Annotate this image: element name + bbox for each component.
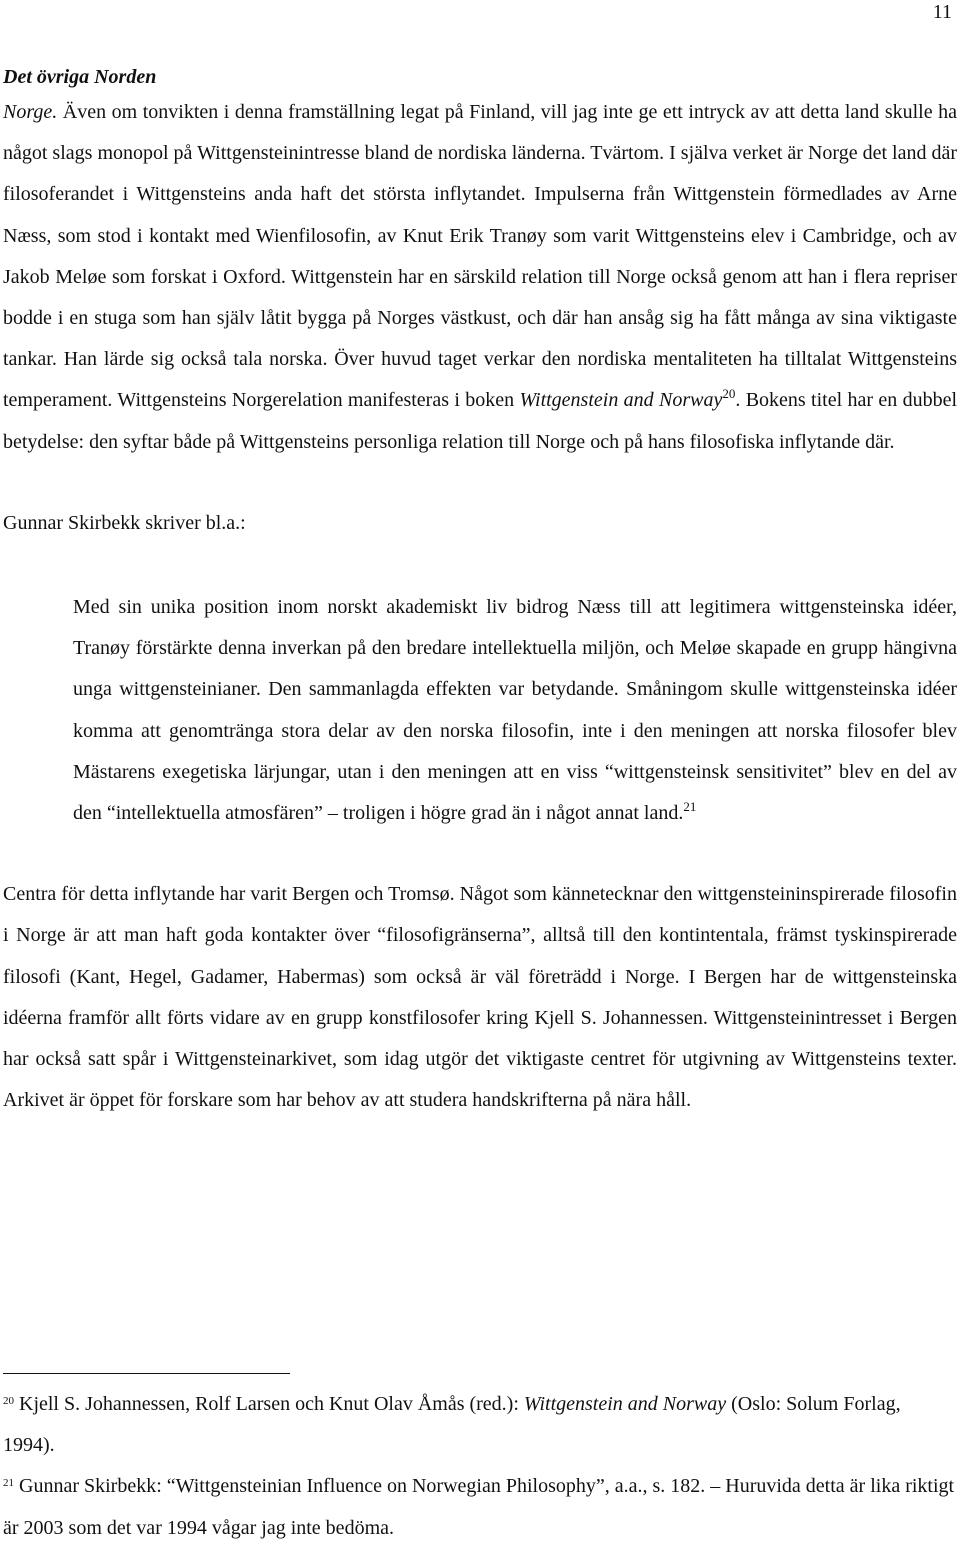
paragraph-text-end: . Bokens titel har en dubbel betydelse: den syftar både på Wittgensteins personliga relation till Norge och på hans filosofiska inflytande där. [3,389,958,453]
footnote-divider [3,1373,290,1374]
footnote-text: Gunnar Skirbekk: “Wittgensteinian Influence on Norwegian Philosophy”, a.a., s. 182. – Huruvida detta är lika riktigt är 2003 som det var 1994 vågar jag inte bedöma. [3,1475,955,1539]
footnotes [3,1384,957,1549]
section-heading: Det övriga Norden [3,66,157,88]
footnote-ref-20[interactable]: 20 [722,386,736,402]
footnote-number: 20 [3,1395,14,1407]
block-quote-text: Med sin unika position inom norskt akademiskt liv bidrog Næss till att legitimera wittgensteinska idéer, Tranøy förstärkte denna inverkan på den bredare intellektuella miljön, och Meløe skapade en grupp hängivna unga wittgensteinianer. Den sammanlagda effekten var betydande. Småningom skulle wittgensteinska idéer komma att genomtränga stora delar av den norska filosofin, inte i den meningen att norska filosofer blev Mästarens exegetiska lärjungar, utan i den meningen att en viss “wittgensteinsk sensitivitet” blev en del av den “intellektuella atmosfären” – troligen i högre grad än i något annat land. [73,596,957,825]
page-number: 11 [932,1,952,23]
footnote-text-end: (Oslo: Solum Forlag, 1994). [3,1393,901,1457]
block-quote [73,587,957,834]
footnote-number: 21 [3,1477,14,1490]
footnote-20 [3,1384,957,1466]
footnote-21 [3,1466,957,1548]
book-title: Wittgenstein and Norway [519,389,723,412]
paragraph-norge [3,92,957,463]
paragraph-lead: Norge. [3,101,58,123]
footnote-text: Kjell S. Johannessen, Rolf Larsen och Knut Olav Åmås (red.): [14,1393,524,1415]
quote-intro: Gunnar Skirbekk skriver bl.a.: [3,511,246,534]
document-body [3,62,957,1121]
footnote-title: Wittgenstein and Norway [523,1393,727,1415]
paragraph-centra: Centra för detta inflytande har varit Bergen och Tromsø. Något som kännetecknar den wittgensteininspirerade filosofin i Norge är att man haft goda kontakter över “filosofigränserna”, alltså till den kontintentala, främst tyskinspirerade filosofi (Kant, Hegel, Gadamer, Habermas) som också är väl företrädd i Norge. I Bergen har de wittgensteinska idéerna framför allt förts vidare av en grupp konstfilosofer kring Kjell S. Johannessen. Wittgensteinintresset i Bergen har också satt spår i Wittgensteinarkivet, som idag utgör det viktigaste centret för utgivning av Wittgensteins texter. Arkivet är öppet för forskare som har behov av att studera handskrifterna på nära håll. [3,883,957,1112]
paragraph-text: Även om tonvikten i denna framställning legat på Finland, vill jag inte ge ett intryck av att detta land skulle ha något slags monopol på Wittgensteinintresse bland de nordiska länderna. Tvärtom. I själva verket är Norge det land där filosoferandet i Wittgensteins anda haft det största inflytandet. Impulserna från Wittgenstein förmedlades av Arne Næss, som stod i kontakt med Wienfilosofin, av Knut Erik Tranøy som varit Wittgensteins elev i Cambridge, och av Jakob Meløe som forskat i Oxford. Wittgenstein har en särskild relation till Norge också genom att han i flera repriser bodde i en stuga som han själv låtit bygga på Norges västkust, och där han ansåg sig ha fått många av sina viktigaste tankar. Han lärde sig också tala norska. Över huvud taget verkar den nordiska mentaliteten ha tilltalat Wittgensteins temperament. Wittgensteins Norgerelation manifesteras i boken [3,101,957,412]
footnote-ref-21[interactable]: 21 [683,799,697,815]
